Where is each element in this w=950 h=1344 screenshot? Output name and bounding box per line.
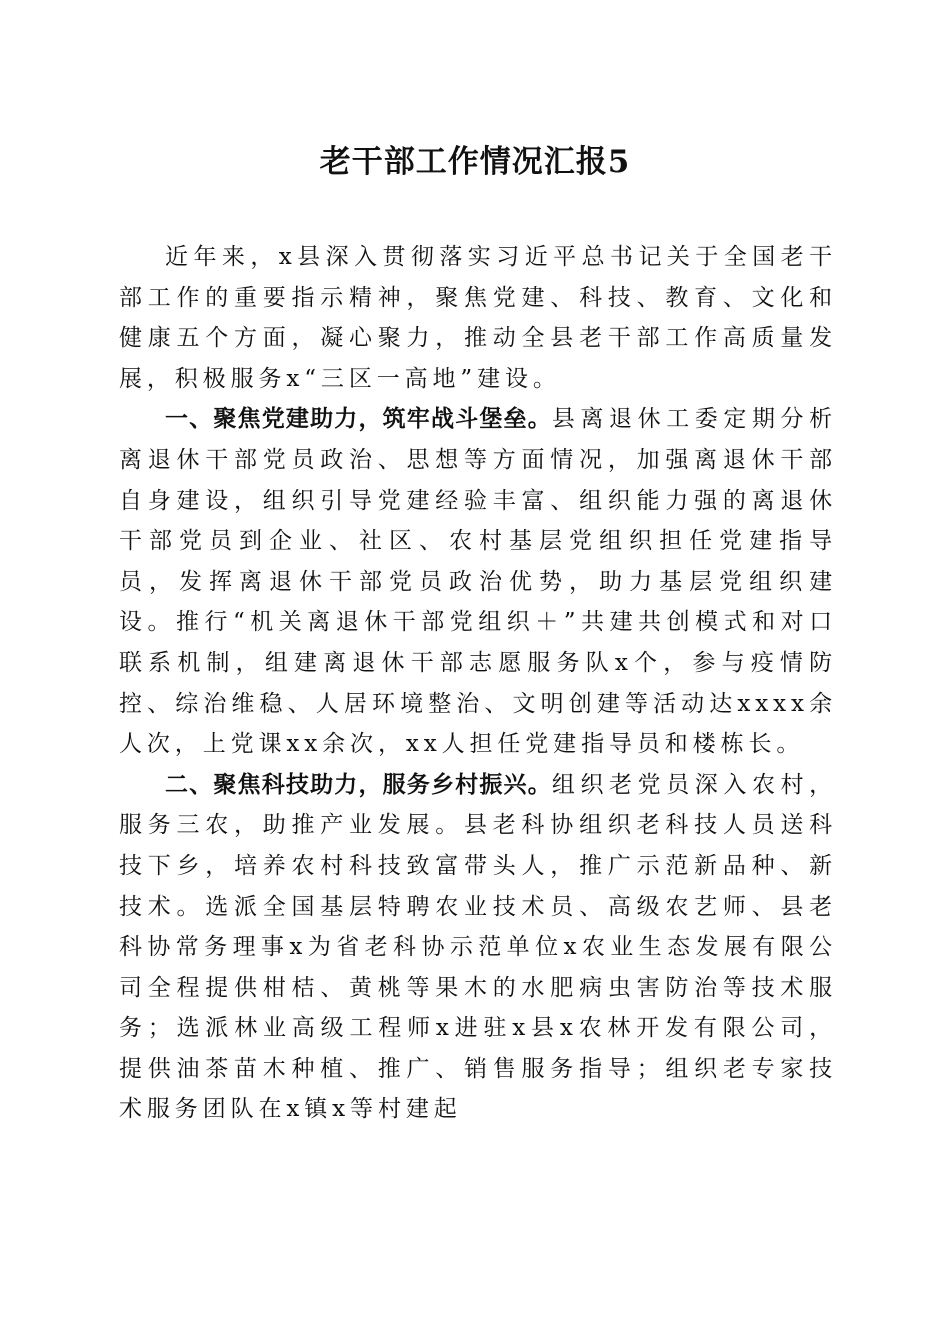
paragraph-text: 组织老党员深入农村，服务三农，助推产业发展。县老科协组织老科技人员送科技下乡，培养农村科技致富带头人，推广示范新品种、新技术。选派全国基层特聘农业技术员、高级农艺师、县老科协常务理事x为省老科协示范单位x农业生态发展有限公司全程提供柑桔、黄桃等果木的水肥病虫害防治等技术服务；选派林业高级工程师x进驻x县x农林开发有限公司，提供油茶苗木种植、推广、销售服务指导；组织老专家技术服务团队在x镇x等村建起 xyxy=(119,771,838,1123)
document-body xyxy=(119,237,837,1130)
section-heading: 一、聚焦党建助力，筑牢战斗堡垒。 xyxy=(165,406,552,433)
section-heading: 二、聚焦科技助力，服务乡村振兴。 xyxy=(165,771,552,798)
paragraph-section-1 xyxy=(119,399,837,764)
paragraph-text: 近年来，x县深入贯彻落实习近平总书记关于全国老干部工作的重要指示精神，聚焦党建、科技、教育、文化和健康五个方面，凝心聚力，推动全县老干部工作高质量发展，积极服务x“三区一高地”建设。 xyxy=(119,244,837,392)
paragraph-section-2 xyxy=(119,765,837,1130)
paragraph-text: 县离退休工委定期分析离退休干部党员政治、思想等方面情况，加强离退休干部自身建设，组织引导党建经验丰富、组织能力强的离退休干部党员到企业、社区、农村基层党组织担任党建指导员，发挥离退休干部党员政治优势，助力基层党组织建设。推行“机关离退休干部党组织＋”共建共创模式和对口联系机制，组建离退休干部志愿服务队x个，参与疫情防控、综治维稳、人居环境整治、文明创建等活动达xxxx余人次，上党课xx余次，xx人担任党建指导员和楼栋长。 xyxy=(119,406,838,758)
document-title: 老干部工作情况汇报5 xyxy=(319,144,631,180)
paragraph-intro xyxy=(119,237,837,399)
